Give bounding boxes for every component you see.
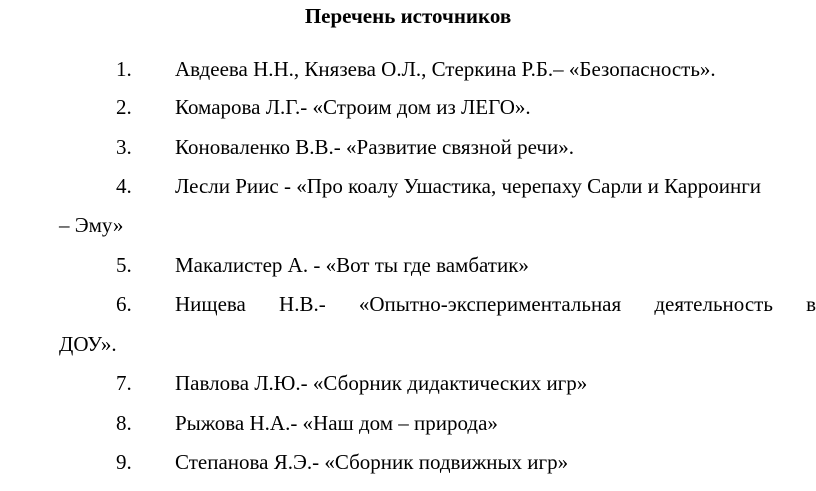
item-number: 7. xyxy=(116,371,132,395)
item-number: 4. xyxy=(116,174,132,198)
item-text: Степанова Я.Э.- «Сборник подвижных игр» xyxy=(175,450,569,474)
item-number: 3. xyxy=(116,135,132,159)
item-text: Лесли Риис - «Про коалу Ушастика, черепаху Сарли и Карроинги xyxy=(175,174,762,198)
item-number: 5. xyxy=(116,253,132,277)
item-number: 2. xyxy=(116,95,132,119)
item-number: 9. xyxy=(116,450,132,474)
page-title: Перечень источников xyxy=(304,4,512,28)
item-text: Павлова Л.Ю.- «Сборник дидактических игр» xyxy=(175,371,588,395)
item-text-continuation: – Эму» xyxy=(59,213,124,237)
item-number: 6. xyxy=(116,292,132,316)
item-text: Макалистер А. - «Вот ты где вамбатик» xyxy=(175,253,529,277)
item-text-continuation: ДОУ». xyxy=(59,332,117,356)
item-text: Нищева Н.В.- «Опытно-экспериментальная деятельность в xyxy=(175,292,816,316)
item-text: Рыжова Н.А.- «Наш дом – природа» xyxy=(175,411,498,435)
item-text: Коноваленко В.В.- «Развитие связной речи». xyxy=(175,135,574,159)
item-number: 8. xyxy=(116,411,132,435)
item-text: Комарова Л.Г.- «Строим дом из ЛЕГО». xyxy=(175,95,531,119)
item-number: 1. xyxy=(116,57,132,81)
item-text: Авдеева Н.Н., Князева О.Л., Стеркина Р.Б.– «Безопасность». xyxy=(175,57,716,81)
